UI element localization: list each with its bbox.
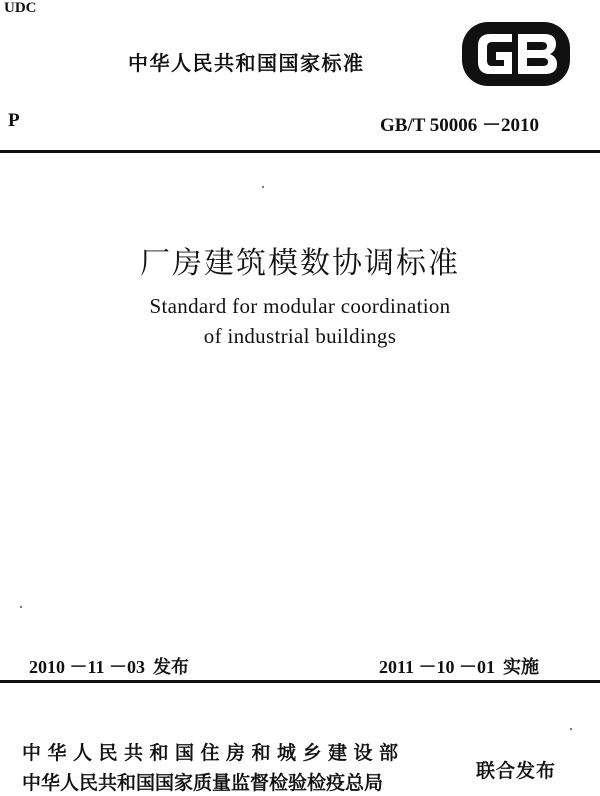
publisher-ministry-housing: 中华人民共和国住房和城乡建设部 xyxy=(22,742,405,764)
bottom-divider xyxy=(0,680,600,683)
publisher-aqsiq: 中华人民共和国国家质量监督检验检疫总局 xyxy=(22,772,384,794)
implement-date: 2011 －10 －01 xyxy=(379,657,496,677)
udc-label: UDC xyxy=(4,0,37,16)
implement-label: 实施 xyxy=(503,657,540,678)
standard-title-english-line1: Standard for modular coordination xyxy=(149,294,451,318)
speck xyxy=(570,728,572,730)
standard-title-english-line2: of industrial buildings xyxy=(203,324,397,348)
national-standard-heading: 中华人民共和国国家标准 xyxy=(128,51,365,75)
top-divider xyxy=(0,150,600,153)
issue-date-block xyxy=(20,632,189,679)
category-code: P xyxy=(8,110,20,131)
implement-date-block xyxy=(370,632,539,679)
standard-title-chinese: 厂房建筑模数协调标准 xyxy=(140,246,460,281)
joint-publication-label: 联合发布 xyxy=(476,760,557,782)
speck xyxy=(262,186,264,188)
issue-date: 2010 －11 －03 xyxy=(29,657,146,677)
issue-label: 发布 xyxy=(153,657,190,678)
standard-number: GB/T 50006 －2010 xyxy=(380,115,540,136)
gb-logo xyxy=(460,18,572,90)
speck xyxy=(20,606,22,608)
